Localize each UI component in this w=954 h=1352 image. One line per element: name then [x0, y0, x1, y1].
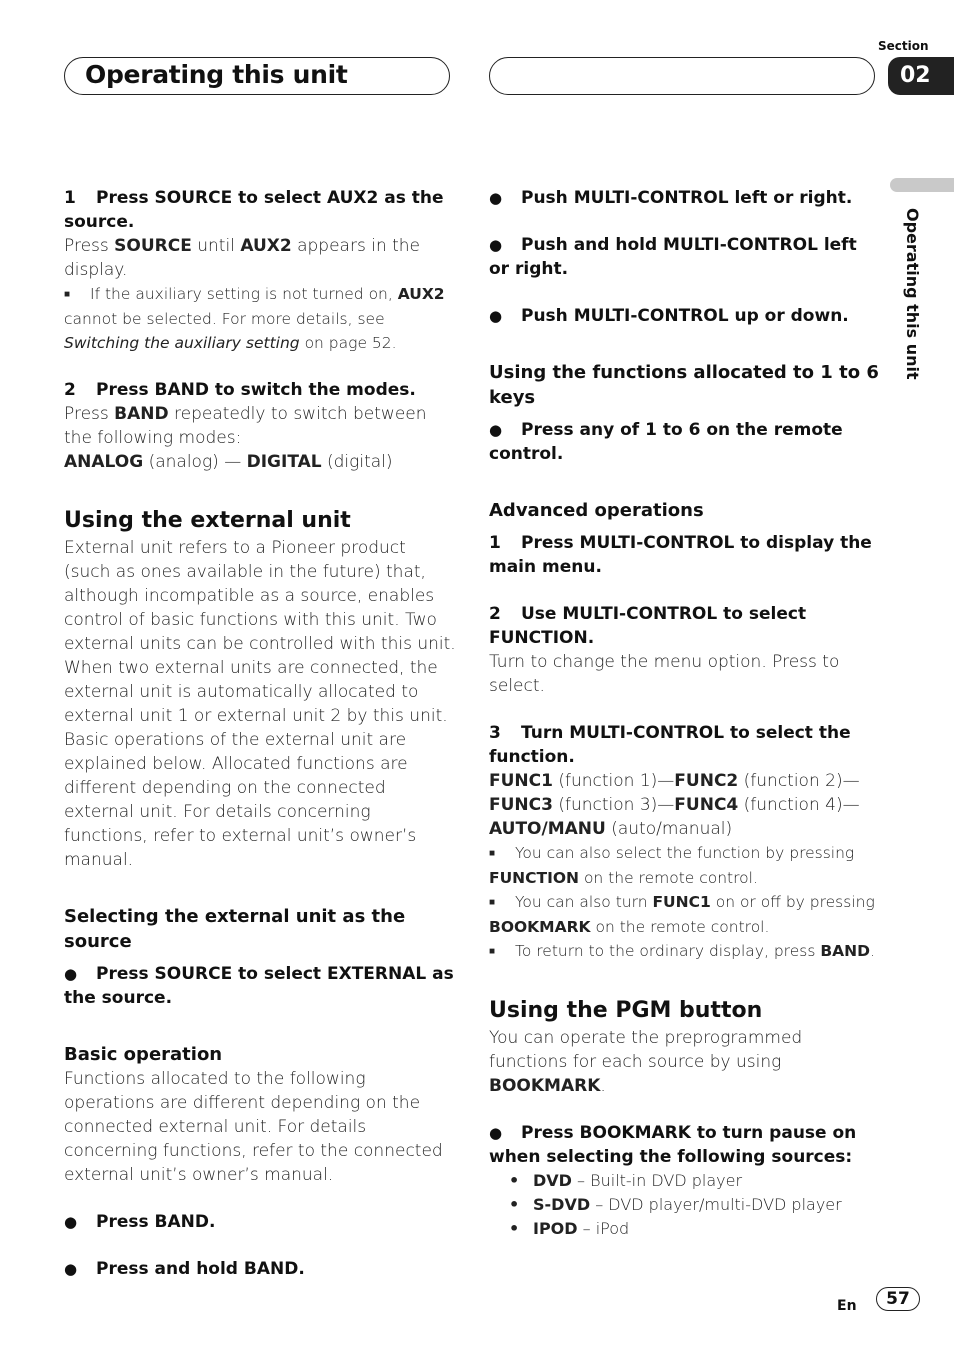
note-return: ■ To return to the ordinary display, press BAND.	[489, 939, 881, 964]
step-number: 1	[64, 188, 76, 208]
bullet-multi-hold: ● Push and hold MULTI-CONTROL left or right.	[489, 235, 857, 279]
bullet-select-external: ● Press SOURCE to select EXTERNAL as the source.	[64, 964, 454, 1008]
step-number: 2	[64, 380, 76, 400]
bullet-dot-icon: ●	[489, 236, 503, 254]
note-function: ■ You can also select the function by pressing FUNCTION on the remote control.	[489, 844, 855, 887]
right-column	[489, 186, 881, 1241]
basic-operation-body: Functions allocated to the following operations are different depending on the connected external unit. For details concerning functions, refer to the connected external unit’s owner’s manual.	[64, 1069, 443, 1185]
note-square-icon: ■	[489, 946, 496, 957]
step-1-note: ■ If the auxiliary setting is not turned on, AUX2 cannot be selected. For more details, see Switching the auxiliary setting on page 52.	[64, 285, 445, 352]
page-title: Operating this unit	[85, 60, 348, 89]
adv-step-2: 2 Use MULTI-CONTROL to select FUNCTION.	[489, 604, 807, 648]
bullet-multi-left-right: ● Push MULTI-CONTROL left or right.	[489, 188, 853, 208]
step-title: Press BAND to switch the modes.	[96, 380, 416, 400]
side-tab-marker	[890, 178, 954, 192]
bullet-dot-icon: ●	[489, 1124, 503, 1142]
step-1-body: Press SOURCE until AUX2 appears in the display.	[64, 236, 421, 280]
bullet-dot-icon: ●	[489, 421, 503, 439]
bullet-press-band: ● Press BAND.	[64, 1212, 216, 1232]
bullet-dot-icon: ●	[489, 189, 503, 207]
external-unit-body-2: Basic operations of the external unit are explained below. Allocated functions are different depending on the connected external unit. For details concerning functions, refer to external unit’s owner’s manual.	[64, 730, 417, 870]
adv-step-2-body: Turn to change the menu option. Press to select.	[489, 652, 840, 696]
step-2-body: Press BAND repeatedly to switch between the following modes:	[64, 404, 427, 448]
bullet-pgm: ● Press BOOKMARK to turn pause on when selecting the following sources:	[489, 1123, 857, 1167]
external-unit-body-1: External unit refers to a Pioneer product (such as ones available in the future) that, although incompatible as a source, enables control of basic functions with this unit. Two external units can be controlled with this unit. When two external units are connected, the external unit is automatically allocated to external unit 1 or external unit 2 by this unit.	[64, 538, 456, 726]
func-line-1: FUNC1 (function 1)—FUNC2 (function 2)—	[489, 771, 860, 791]
step-title: Press SOURCE to select AUX2 as the source.	[64, 188, 444, 232]
page-number: 57	[876, 1287, 920, 1311]
bullet-multi-up-down: ● Push MULTI-CONTROL up or down.	[489, 306, 849, 326]
heading-advanced: Advanced operations	[489, 500, 704, 521]
heading-pgm: Using the PGM button	[489, 998, 763, 1023]
step-2	[64, 378, 456, 402]
note-func1: ■ You can also turn FUNC1 on or off by pressing BOOKMARK on the remote control.	[489, 893, 875, 936]
heading-select-source: Selecting the external unit as the source	[64, 906, 406, 952]
bullet-dot-icon: ●	[64, 965, 78, 983]
bullet-keys: ● Press any of 1 to 6 on the remote control.	[489, 420, 843, 464]
step-2-modes: ANALOG (analog) — DIGITAL (digital)	[64, 452, 393, 472]
func-line-2: FUNC3 (function 3)—FUNC4 (function 4)—	[489, 795, 860, 815]
header-empty-box	[489, 57, 875, 95]
list-item: • IPOD – iPod	[509, 1219, 630, 1238]
cross-reference: Switching the auxiliary setting	[64, 334, 300, 352]
bullet-dot-icon: ●	[489, 307, 503, 325]
left-column	[64, 186, 456, 1281]
bullet-dot-icon: ●	[64, 1260, 78, 1278]
heading-basic-operation: Basic operation	[64, 1044, 223, 1065]
func-line-3: AUTO/MANU (auto/manual)	[489, 819, 733, 839]
adv-step-1: 1 Press MULTI-CONTROL to display the main menu.	[489, 533, 872, 577]
note-square-icon: ■	[489, 897, 496, 908]
bullet-dot-icon: ●	[64, 1213, 78, 1231]
language-label: En	[837, 1298, 857, 1314]
step-1	[64, 186, 456, 234]
note-square-icon: ■	[64, 289, 71, 300]
note-square-icon: ■	[489, 848, 496, 859]
list-item: • S-DVD – DVD player/multi-DVD player	[509, 1195, 842, 1214]
bullet-hold-band: ● Press and hold BAND.	[64, 1259, 305, 1279]
header-title-box	[64, 57, 450, 95]
adv-step-3: 3 Turn MULTI-CONTROL to select the function.	[489, 723, 851, 767]
section-number-badge: 02	[888, 57, 954, 95]
heading-external-unit: Using the external unit	[64, 508, 351, 533]
heading-keys: Using the functions allocated to 1 to 6 keys	[489, 362, 879, 408]
pgm-body: You can operate the preprogrammed functions for each source by using BOOKMARK.	[489, 1028, 803, 1096]
list-item: • DVD – Built-in DVD player	[509, 1171, 743, 1190]
side-label	[900, 208, 924, 428]
section-label: Section	[878, 39, 929, 53]
side-label-text: Operating this unit	[903, 208, 922, 380]
